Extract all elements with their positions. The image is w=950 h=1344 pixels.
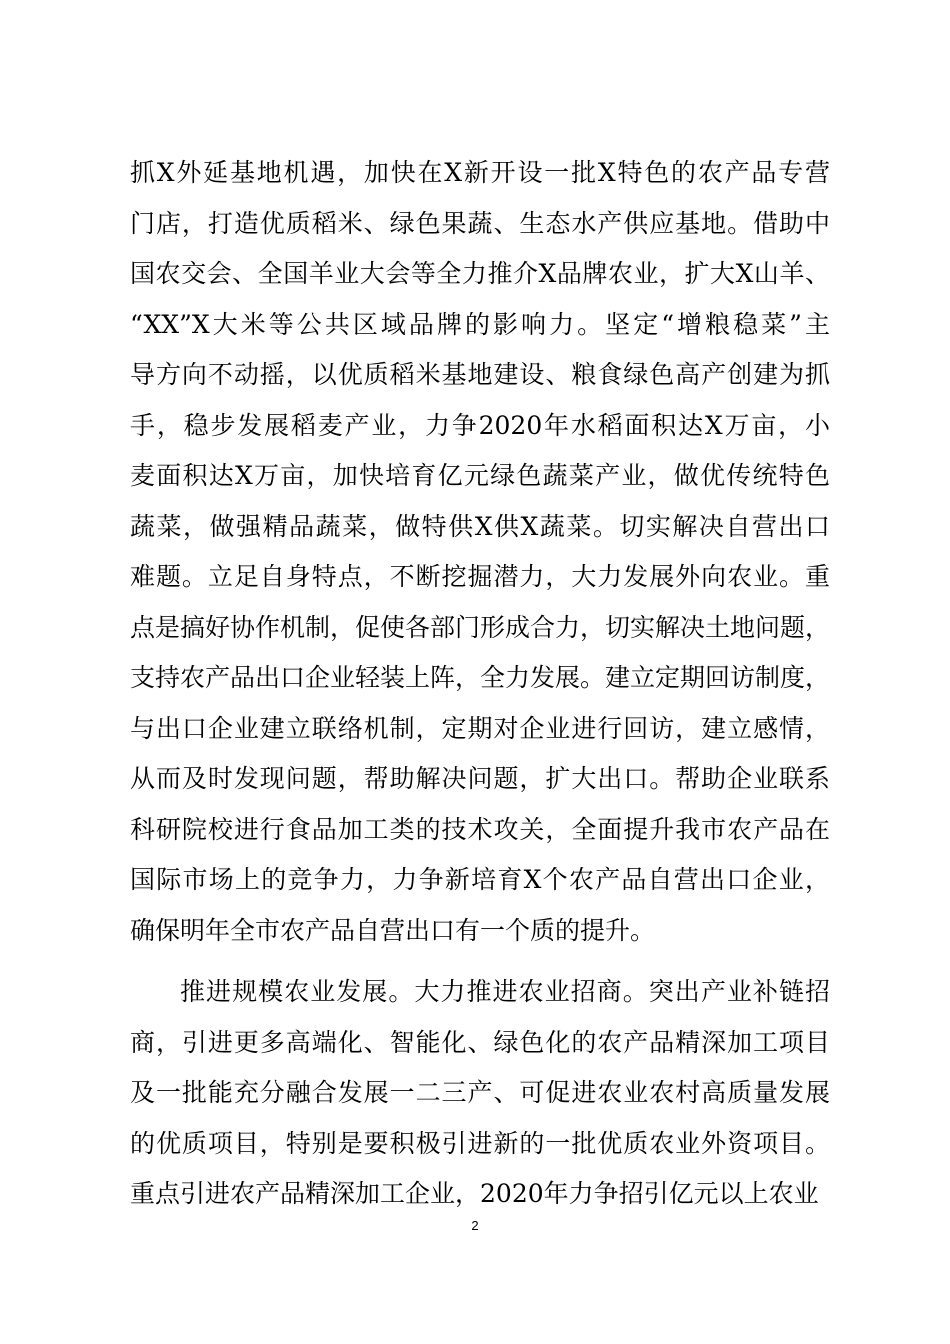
text-line: 重点引进农产品精深加工企业，2020年力争招引亿元以上农业 — [130, 1179, 819, 1208]
text-line: 抓X外延基地机遇，加快在X新开设一批X特色的农产品专营 — [130, 158, 830, 187]
text-line — [130, 967, 830, 1018]
text-line: 从而及时发现问题，帮助解决问题，扩大出口。帮助企业联系 — [130, 764, 830, 793]
text-line: 支持农产品出口企业轻装上阵，全力发展。建立定期回访制度， — [130, 663, 831, 692]
text-line: 国际市场上的竞争力，力争新培育X个农产品自营出口企业， — [130, 865, 830, 894]
text-line: 与出口企业建立联络机制，定期对企业进行回访，建立感情， — [130, 713, 830, 743]
text-line: 蔬菜，做强精品蔬菜，做特供X供X蔬菜。切实解决自营出口 — [130, 511, 830, 541]
document-body — [130, 148, 830, 1220]
text-line: 点是搞好协作机制，促使各部门形成合力，切实解决土地问题， — [130, 612, 831, 642]
text-line: 手，稳步发展稻麦产业，力争2020年水稻面积达X万亩，小 — [130, 410, 830, 440]
heading-line-text: 大力推进农业招商。突出产业补链招 — [414, 977, 830, 1006]
text-line: 的优质项目，特别是要积极引进新的一批优质农业外资项目。 — [130, 1128, 830, 1158]
text-line: 科研院校进行食品加工类的技术攻关，全面提升我市农产品在 — [130, 814, 830, 844]
text-line: 及一批能充分融合发展一二三产、可促进农业农村高质量发展 — [130, 1078, 830, 1107]
paragraph-2 — [130, 967, 830, 1220]
paragraph-1 — [130, 148, 830, 956]
section-heading: 推进规模农业发展。 — [180, 977, 415, 1006]
text-line: 商，引进更多高端化、智能化、绿色化的农产品精深加工项目 — [130, 1027, 830, 1057]
text-line: 难题。立足自身特点，不断挖掘潜力，大力发展外向农业。重 — [130, 562, 830, 591]
paragraph-gap — [130, 956, 830, 967]
text-line: 门店，打造优质稻米、绿色果蔬、生态水产供应基地。借助中 — [130, 208, 830, 238]
page-number: 2 — [471, 1218, 479, 1233]
text-line: 国农交会、全国羊业大会等全力推介X品牌农业，扩大X山羊、 — [130, 259, 830, 288]
text-line: 导方向不动摇，以优质稻米基地建设、粮食绿色高产创建为抓 — [130, 360, 830, 389]
text-line: 麦面积达X万亩，加快培育亿元绿色蔬菜产业，做优传统特色 — [130, 461, 830, 490]
text-line: 确保明年全市农产品自营出口有一个质的提升。 — [130, 915, 656, 945]
text-line: “XX”X大米等公共区域品牌的影响力。坚定“增粮稳菜”主 — [130, 309, 830, 339]
